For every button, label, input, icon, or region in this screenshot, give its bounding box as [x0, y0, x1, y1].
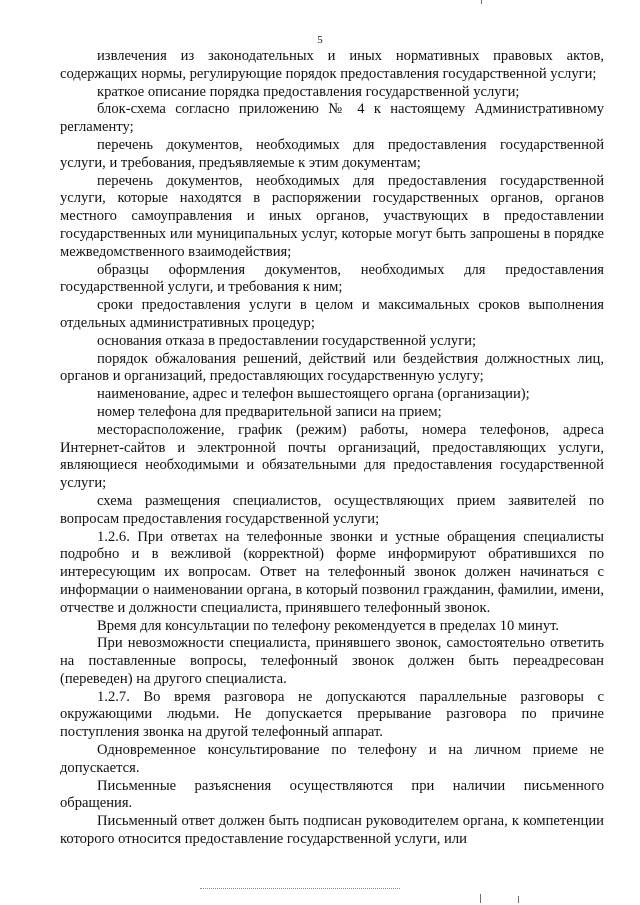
paragraph-appointment-phone: номер телефона для предварительной записи на прием; — [97, 403, 442, 420]
paragraph-appeal-procedure: порядок обжалования решений, действий или бездействия должностных лиц, органов и организаций, предоставляющих государственную услугу; — [60, 350, 604, 385]
paragraph-1-2-7: 1.2.7. Во время разговора не допускаются параллельные разговоры с окружающими людьми. Не допускается прерывание разговора по причине поступления звонка на другой телефонный аппарат. — [60, 688, 604, 741]
scan-mark-bottom-right — [518, 896, 519, 903]
paragraph-location-schedule: месторасположение, график (режим) работы, номера телефонов, адреса Интернет-сайтов и электронной почты организаций, предоставляющих услуги, являющиеся необходимыми и обязательными для предоставления государственной услуги; — [60, 421, 604, 492]
paragraph-documents-list: перечень документов, необходимых для предоставления государственной услуги, и требования, предъявляемые к этим документам; — [60, 136, 604, 171]
paragraph-written-explanations: Письменные разъяснения осуществляются при наличии письменного обращения. — [60, 777, 604, 812]
document-body — [60, 48, 604, 849]
paragraph-call-redirect: При невозможности специалиста, принявшего звонок, самостоятельно ответить на поставленные вопросы, телефонный звонок должен быть переадресован (переведен) на другого специалиста. — [60, 635, 604, 687]
paragraph-1-2-6: 1.2.6. При ответах на телефонные звонки и устные обращения специалисты подробно и в вежливой (корректной) форме информируют обратившихся по интересующим их вопросам. Ответ на телефонный звонок должен начинаться с информации о наименовании органа, в который позвонил гражданин, фамилии, имени, отчестве и должности специалиста, принявшего телефонный звонок. — [60, 528, 604, 616]
paragraph-refusal-grounds: основания отказа в предоставлении государственной услуги; — [97, 332, 477, 349]
paragraph-interagency-documents: перечень документов, необходимых для предоставления государственной услуги, которые находятся в распоряжении государственных органов, органов местного самоуправления и иных органов, участвующих в предоставлении государственных или муниципальных услуг, которые могут быть запрошены в порядке межведомственного взаимодействия; — [60, 172, 604, 260]
paragraph-short-description: краткое описание порядка предоставления государственной услуги; — [97, 83, 520, 100]
scan-mark-top — [481, 0, 482, 4]
scan-mark-bottom-left — [480, 894, 481, 903]
paragraph-consultation-time: Время для консультации по телефону рекомендуется в пределах 10 минут. — [97, 617, 560, 634]
paragraph-written-answer: Письменный ответ должен быть подписан руководителем органа, к компетенции которого относится предоставление государственной услуги, или — [60, 813, 604, 848]
paragraph-document-samples: образцы оформления документов, необходимых для предоставления государственной услуги, и требования к ним; — [60, 261, 604, 296]
paragraph-simultaneous-consulting: Одновременное консультирование по телефону и на личном приеме не допускается. — [60, 742, 604, 776]
paragraph-specialists-layout: схема размещения специалистов, осуществляющих прием заявителей по вопросам предоставления государственной услуги; — [60, 492, 604, 527]
paragraph-flowchart: блок-схема согласно приложению № 4 к настоящему Административному регламенту; — [60, 101, 604, 136]
page-number: 5 — [317, 34, 323, 46]
scan-dotted-rule — [200, 888, 400, 889]
paragraph-higher-authority: наименование, адрес и телефон вышестоящего органа (организации); — [97, 386, 530, 403]
paragraph-extracts: извлечения из законодательных и иных нормативных правовых актов, содержащих нормы, регулирующие порядок предоставления государственной услуги; — [60, 48, 604, 82]
paragraph-service-terms: сроки предоставления услуги в целом и максимальных сроков выполнения отдельных административных процедур; — [60, 297, 604, 331]
